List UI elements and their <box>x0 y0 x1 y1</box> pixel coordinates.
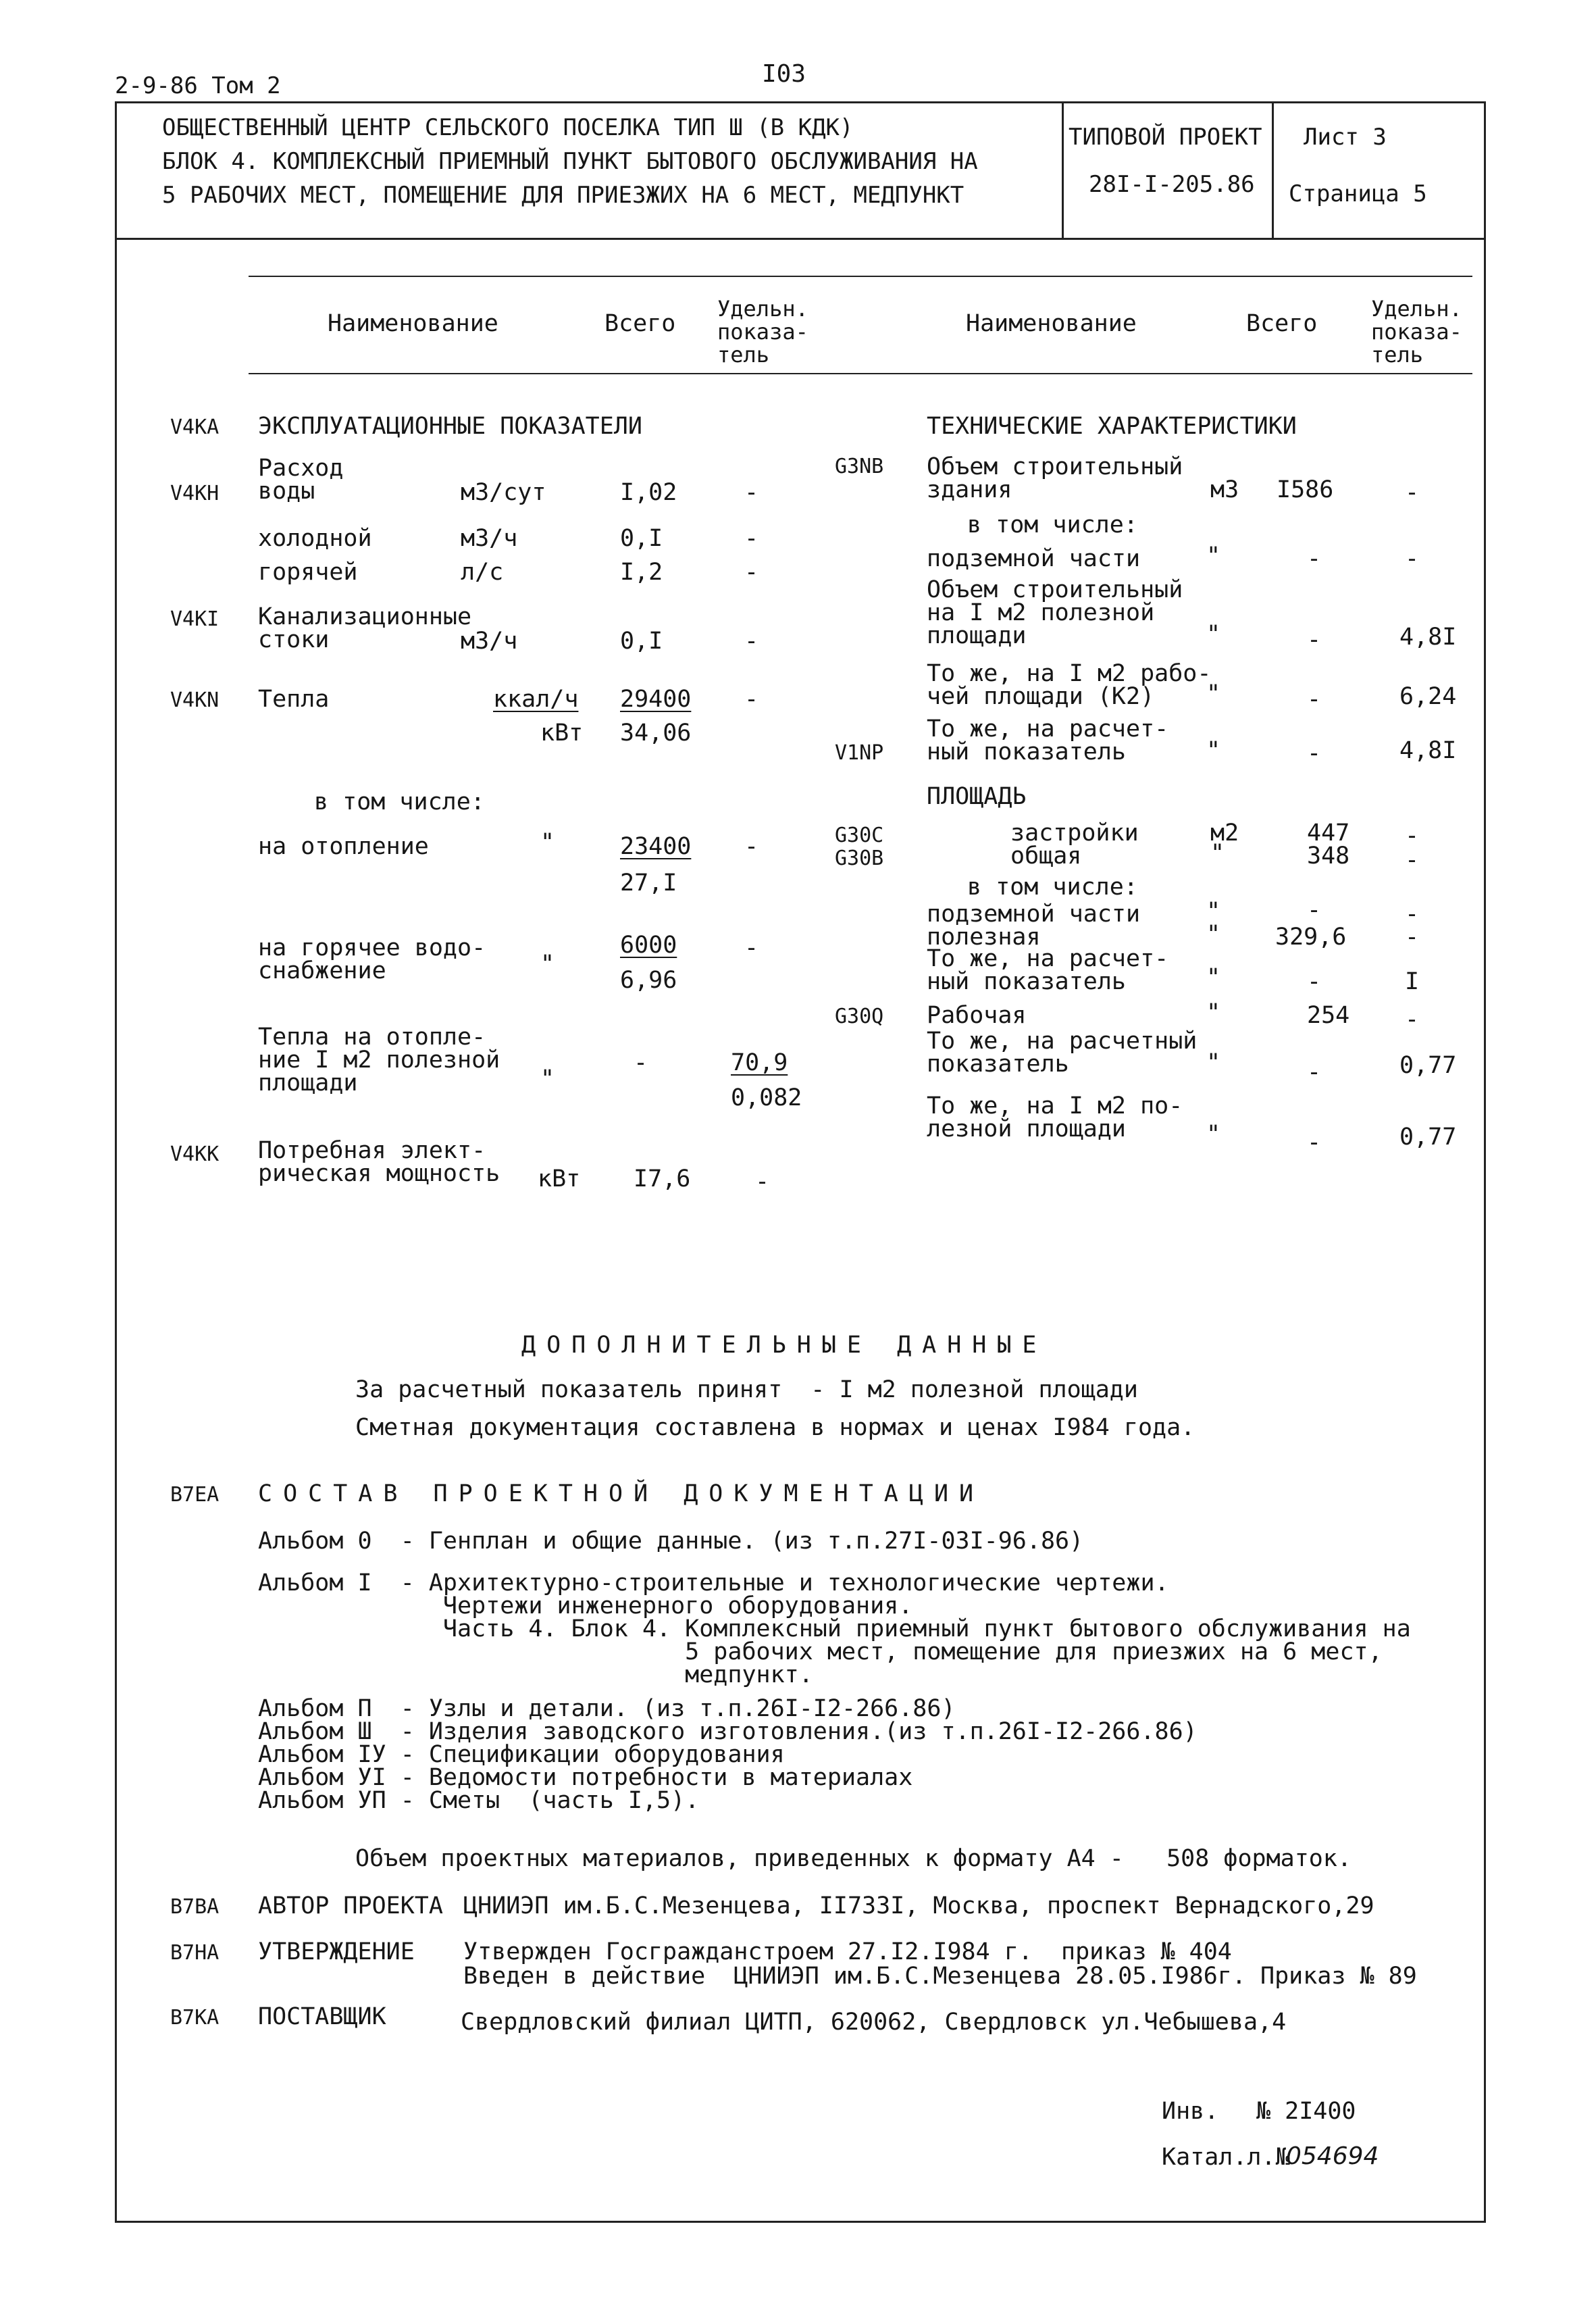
sewage-name <box>258 605 471 651</box>
frame-top <box>115 101 1486 103</box>
col-total-left: Всего <box>604 310 676 337</box>
inv-label: Инв. <box>1162 2098 1219 2125</box>
frame-bottom <box>115 2221 1486 2223</box>
water-name-1: Расход <box>258 455 344 482</box>
useful-total: 329,6 <box>1275 924 1347 951</box>
vol-calc-total: - <box>1307 740 1322 767</box>
working-m2-name-1: То же, на I м2 по- <box>927 1092 1183 1120</box>
volume-label: 2-9-86 Том 2 <box>115 72 281 99</box>
additional-line-2: Сметная документация составлена в нормах и ценах I984 года. <box>355 1414 1195 1441</box>
hot-name: горячей <box>258 559 358 586</box>
header-title-2: БЛОК 4. КОМПЛЕКСНЫЙ ПРИЕМНЫЙ ПУНКТ БЫТОВОГО ОБСЛУЖИВАНИЯ НА <box>162 148 978 175</box>
code-g30q: G30Q <box>835 1005 884 1028</box>
album-3: Альбом Ш - Изделия заводского изготовления.(из т.п.26I-I2-266.86) <box>258 1718 1198 1745</box>
author-text: ЦНИИЭП им.Б.С.Мезенцева, II733I, Москва, проспект Вернадского,29 <box>463 1892 1374 1919</box>
heat-per-m2-name-2: ние I м2 полезной <box>258 1047 500 1074</box>
header-divider-1 <box>1062 101 1064 239</box>
underground-name: подземной части <box>927 545 1141 572</box>
heat-total-2: 34,06 <box>620 720 692 747</box>
heat-total-1: 29400 <box>620 686 692 713</box>
album-0: Альбом 0 - Генплан и общие данные. (из т.п.27I-03I-96.86) <box>258 1528 1084 1555</box>
working-m2-spec: 0,77 <box>1399 1124 1457 1151</box>
frame-right <box>1484 101 1486 2223</box>
total-area-unit: " <box>1210 840 1225 867</box>
tech-title: ТЕХНИЧЕСКИЕ ХАРАКТЕРИСТИКИ <box>927 413 1297 440</box>
hotwater-total-1: 6000 <box>620 932 677 959</box>
vol-per-m2-unit: " <box>1206 621 1221 648</box>
cold-unit: м3/ч <box>461 525 518 552</box>
heat-per-m2-unit: " <box>540 1065 555 1092</box>
approval-line-1: Утвержден Госгражданстроем 27.I2.I984 г. приказ № 404 <box>463 1938 1232 1965</box>
heat-per-m2-name-1: Тепла на отопле- <box>258 1024 486 1051</box>
album-4: Альбом IУ - Спецификации оборудования <box>258 1741 785 1768</box>
album-1-line-3: Часть 4. Блок 4. Комплексный приемный пункт бытового обслуживания на <box>258 1615 1411 1642</box>
total-area-total: 348 <box>1307 842 1350 870</box>
heating-total-2: 27,I <box>620 870 677 897</box>
water-spec: - <box>744 479 759 506</box>
power-name <box>258 1139 500 1185</box>
sewage-total: 0,I <box>620 628 663 655</box>
vol-per-work-spec: 6,24 <box>1399 683 1457 710</box>
code-g3nb: G3NB <box>835 455 884 478</box>
vol-per-work-name <box>927 662 1211 708</box>
vol-per-m2-name-3: площади <box>927 622 1027 649</box>
built-total: 447 <box>1307 820 1350 847</box>
header-divider-2 <box>1272 101 1274 239</box>
useful-calc-name <box>927 947 1168 993</box>
project-label: ТИПОВОЙ ПРОЕКТ <box>1069 124 1262 151</box>
water-name-2: воды <box>258 478 315 505</box>
water-unit: м3/сут <box>461 479 546 506</box>
cold-name: холодной <box>258 525 372 552</box>
approval-line-2: Введен в действие ЦНИИЭП им.Б.С.Мезенцева 28.05.I986г. Приказ № 89 <box>463 1963 1417 1990</box>
cold-total: 0,I <box>620 525 663 552</box>
working-calc-name-1: То же, на расчетный <box>927 1028 1198 1055</box>
supplier-label: ПОСТАВЩИК <box>258 2003 386 2030</box>
code-b7ea: B7EA <box>170 1483 220 1507</box>
volume-total: I586 <box>1277 476 1334 503</box>
water-name <box>258 457 343 503</box>
vol-per-m2-name <box>927 578 1183 647</box>
vol-calc-name-2: ный показатель <box>927 738 1127 765</box>
vol-per-work-name-2: чей площади (K2) <box>927 683 1155 710</box>
vol-calc-name <box>927 715 1169 765</box>
volume-name-2: здания <box>927 476 1012 503</box>
hotwater-spec: - <box>744 934 759 961</box>
hotwater-unit: " <box>540 951 555 978</box>
heat-unit-1: ккал/ч <box>493 686 579 713</box>
heating-spec: - <box>744 833 759 860</box>
album-7: Альбом УП - Сметы (часть I,5). <box>258 1787 700 1814</box>
ops-title: ЭКСПЛУАТАЦИОННЫЕ ПОКАЗАТЕЛИ <box>258 413 642 440</box>
frame-left <box>115 101 117 2223</box>
heat-per-m2-spec-2: 0,082 <box>731 1084 802 1111</box>
heating-unit: " <box>540 829 555 856</box>
vol-per-work-unit: " <box>1206 680 1221 707</box>
approval-label: УТВЕРЖДЕНИЕ <box>258 1938 415 1965</box>
additional-title: ДОПОЛНИТЕЛЬНЫЕ ДАННЫЕ <box>521 1332 1048 1359</box>
sewage-name-1: Канализационные <box>258 603 472 630</box>
underground2-name: подземной части <box>927 901 1141 928</box>
inv-number: № 2I400 <box>1256 2098 1356 2125</box>
heating-total-1: 23400 <box>620 833 692 860</box>
catalog-label: Катал.л.№ <box>1162 2144 1290 2171</box>
working-total: 254 <box>1307 1002 1350 1029</box>
power-unit: кВт <box>538 1165 581 1192</box>
underground-spec: - <box>1405 545 1420 572</box>
code-v4ka: V4KA <box>170 416 220 439</box>
heat-spec: - <box>744 686 759 713</box>
vol-per-m2-name-1: Объем строительный <box>927 576 1183 603</box>
composition-title: СОСТАВ ПРОЕКТНОЙ ДОКУМЕНТАЦИИ <box>258 1480 985 1507</box>
heat-per-m2-total: - <box>634 1049 648 1076</box>
working-calc-name <box>927 1030 1197 1076</box>
header-title-3: 5 РАБОЧИХ МЕСТ, ПОМЕЩЕНИЕ ДЛЯ ПРИЕЗЖИХ НА 6 МЕСТ, МЕДПУНКТ <box>162 182 964 209</box>
sheet-number: Лист 3 <box>1304 124 1387 151</box>
albums-list <box>258 1697 1198 1812</box>
working-name: Рабочая <box>927 1002 1027 1029</box>
col-specific-right <box>1371 297 1462 366</box>
sewage-name-2: стоки <box>258 626 330 653</box>
col-total-right: Всего <box>1246 310 1318 337</box>
additional-line-1: За расчетный показатель принят - I м2 полезной площади <box>355 1376 1138 1403</box>
vol-calc-unit: " <box>1206 737 1221 764</box>
album-1-line-5: медпункт. <box>258 1661 813 1688</box>
useful-calc-total: - <box>1307 968 1322 995</box>
underground-total: - <box>1307 545 1322 572</box>
album-1-line-4: 5 рабочих мест, помещение для приезжих на 6 мест, <box>258 1638 1383 1665</box>
left-incl: в том числе: <box>314 788 485 815</box>
col-specific-left <box>717 297 808 366</box>
power-name-2: рическая мощность <box>258 1160 500 1187</box>
supplier-text: Свердловский филиал ЦИТП, 620062, Свердловск ул.Чебышева,4 <box>461 2009 1287 2036</box>
catalog-number: 054694 <box>1286 2142 1379 2170</box>
area-title: ПЛОЩАДЬ <box>927 783 1027 810</box>
code-g30b: G30B <box>835 847 884 870</box>
working-m2-name <box>927 1092 1183 1142</box>
working-m2-total: - <box>1307 1129 1322 1156</box>
album-1-line-1: Альбом I - Архитектурно-строительные и технологические чертежи. <box>258 1569 1169 1596</box>
col-specific-left-2: показа- <box>717 319 808 345</box>
working-calc-unit: " <box>1206 1049 1221 1076</box>
code-v4kn: V4KN <box>170 688 220 712</box>
col-specific-right-2: показа- <box>1371 319 1462 345</box>
code-v1np: V1NP <box>835 741 884 765</box>
useful-calc-name-2: ный показатель <box>927 968 1127 995</box>
useful-calc-name-1: То же, на расчет- <box>927 945 1169 972</box>
volume-spec: - <box>1405 479 1420 506</box>
hotwater-name <box>258 936 486 982</box>
hot-spec: - <box>744 559 759 586</box>
vol-calc-name-1: То же, на расчет- <box>927 715 1169 743</box>
code-v4kh: V4KH <box>170 482 220 505</box>
album-6: Альбом УI - Ведомости потребности в материалах <box>258 1764 913 1791</box>
useful-calc-spec: I <box>1405 968 1420 995</box>
heat-per-m2-name-3: площади <box>258 1070 358 1097</box>
vol-per-work-total: - <box>1307 686 1322 713</box>
hot-total: I,2 <box>620 559 663 586</box>
volume-name <box>927 455 1183 501</box>
hotwater-name-1: на горячее водо- <box>258 934 486 961</box>
header-bottom <box>115 238 1486 240</box>
working-spec: - <box>1405 1006 1420 1033</box>
vol-per-work-name-1: То же, на I м2 рабо- <box>927 660 1212 687</box>
hotwater-name-2: снабжение <box>258 957 386 984</box>
useful-name: полезная <box>927 924 1041 951</box>
vol-calc-spec: 4,8I <box>1399 737 1457 764</box>
code-g30c: G30C <box>835 824 884 847</box>
working-m2-name-2: лезной площади <box>927 1115 1127 1142</box>
sewage-unit: м3/ч <box>461 628 518 655</box>
useful-unit: " <box>1206 921 1221 948</box>
col-specific-right-1: Удельн. <box>1371 296 1462 322</box>
built-unit: м2 <box>1210 820 1239 847</box>
hot-unit: л/с <box>461 559 504 586</box>
heating-name: на отопление <box>258 833 429 860</box>
total-area-spec: - <box>1405 847 1420 874</box>
useful-calc-unit: " <box>1206 964 1221 991</box>
power-name-1: Потребная элект- <box>258 1137 486 1164</box>
power-total: I7,6 <box>634 1165 691 1192</box>
vol-per-m2-total: - <box>1307 626 1322 653</box>
table-top-line <box>249 276 1472 277</box>
useful-spec: - <box>1405 924 1420 951</box>
right-incl-2: в том числе: <box>967 874 1138 901</box>
project-number: 28I-I-205.86 <box>1089 171 1255 198</box>
water-total: I,02 <box>620 479 677 506</box>
col-specific-left-3: тель <box>717 342 770 368</box>
underground2-total: - <box>1307 897 1322 924</box>
album-1 <box>258 1571 1411 1686</box>
working-calc-total: - <box>1307 1059 1322 1086</box>
volume-name-1: Объем строительный <box>927 453 1183 480</box>
code-b7ba: B7BA <box>170 1895 220 1919</box>
working-calc-spec: 0,77 <box>1399 1052 1457 1079</box>
header-title-1: ОБЩЕСТВЕННЫЙ ЦЕНТР СЕЛЬСКОГО ПОСЕЛКА ТИП Ш (В КДК) <box>162 114 854 141</box>
page-number: I03 <box>762 60 806 88</box>
col-name-left: Наименование <box>328 310 498 337</box>
heat-per-m2-spec-1: 70,9 <box>731 1049 788 1076</box>
heat-per-m2-name <box>258 1026 500 1095</box>
underground-unit: " <box>1206 543 1221 570</box>
sewage-spec: - <box>744 628 759 655</box>
built-name: застройки <box>1010 820 1139 847</box>
underground2-spec: - <box>1405 901 1420 928</box>
materials-volume: Объем проектных материалов, приведенных к формату А4 - 508 форматок. <box>355 1845 1352 1872</box>
working-m2-unit: " <box>1206 1121 1221 1148</box>
album-1-line-2: Чертежи инженерного оборудования. <box>258 1592 913 1619</box>
vol-per-m2-name-2: на I м2 полезной <box>927 599 1155 626</box>
heat-name: Тепла <box>258 686 330 713</box>
col-specific-right-3: тель <box>1371 342 1424 368</box>
built-spec: - <box>1405 822 1420 849</box>
power-spec: - <box>755 1168 770 1195</box>
album-2: Альбом П - Узлы и детали. (из т.п.26I-I2-266.86) <box>258 1695 956 1722</box>
cold-spec: - <box>744 525 759 552</box>
heat-unit-2: кВт <box>540 720 584 747</box>
working-calc-name-2: показатель <box>927 1051 1069 1078</box>
code-b7ka: B7KA <box>170 2006 220 2030</box>
volume-unit: м3 <box>1210 476 1239 503</box>
code-v4kk: V4KK <box>170 1142 220 1166</box>
right-incl: в том числе: <box>967 511 1138 538</box>
hotwater-total-2: 6,96 <box>620 967 677 994</box>
page-label: Страница 5 <box>1289 180 1427 207</box>
col-name-right: Наименование <box>966 310 1137 337</box>
working-unit: " <box>1206 999 1221 1026</box>
code-b7ha: B7HA <box>170 1941 220 1965</box>
table-header-line <box>249 373 1472 374</box>
vol-per-m2-spec: 4,8I <box>1399 624 1457 651</box>
col-specific-left-1: Удельн. <box>717 296 808 322</box>
author-label: АВТОР ПРОЕКТА <box>258 1892 443 1919</box>
total-area-name: общая <box>1010 842 1082 870</box>
code-v4ki: V4KI <box>170 607 220 631</box>
underground2-unit: " <box>1206 898 1221 925</box>
